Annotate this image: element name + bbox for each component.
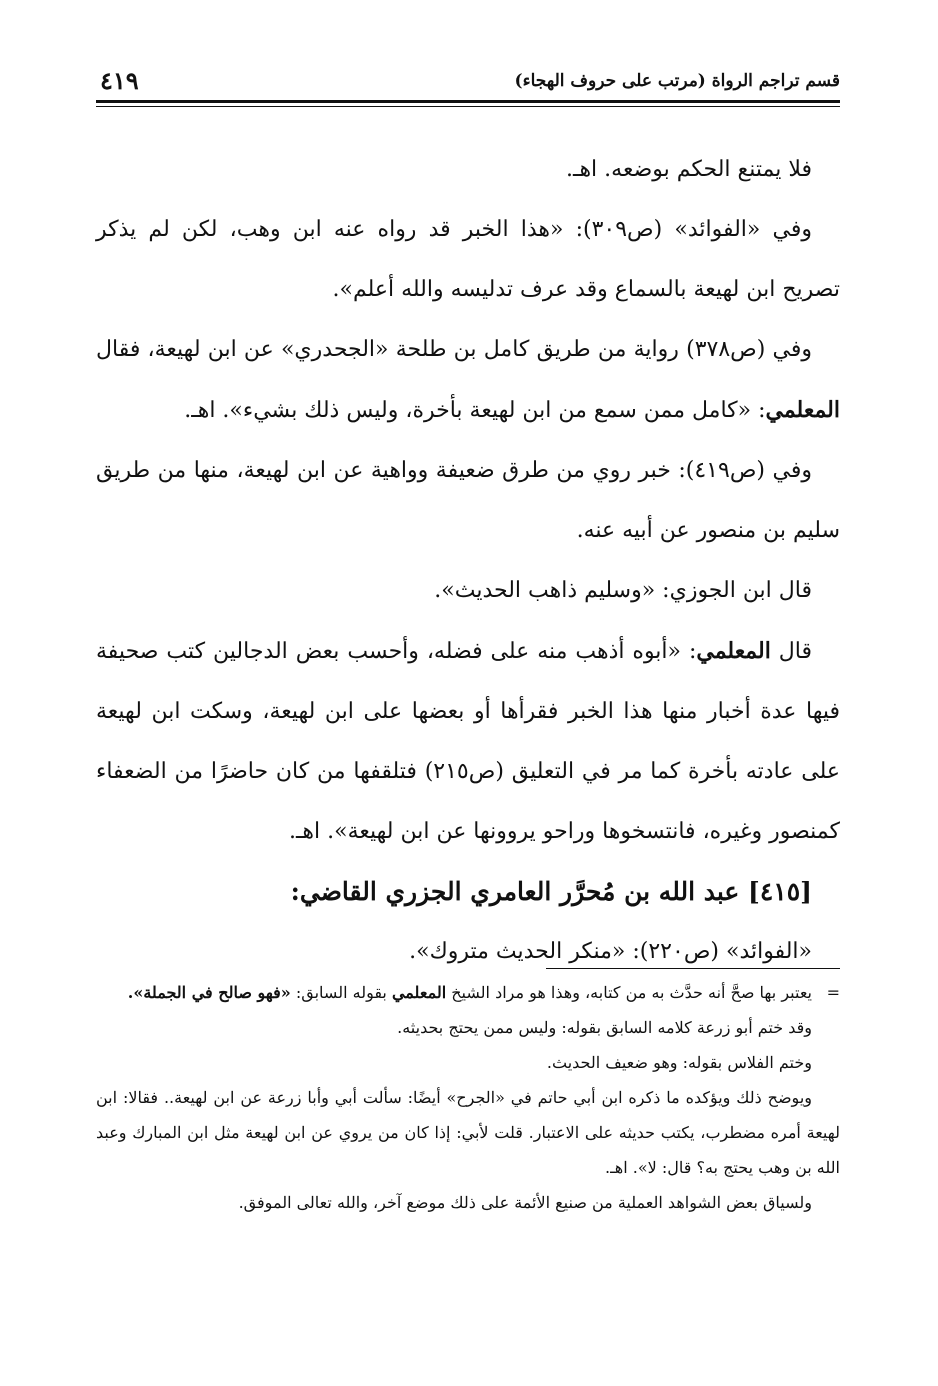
footnote-1 — [96, 975, 840, 1010]
header-title: قسم تراجم الرواة (مرتب على حروف الهجاء) — [514, 71, 840, 91]
paragraph-3 — [96, 320, 840, 441]
author-name-muallimi: المعلمي — [696, 638, 771, 664]
paragraph-6 — [96, 621, 840, 862]
paragraph-2: وفي «الفوائد» (ص٣٠٩): «هذا الخبر قد رواه عنه ابن وهب، لكن لم يذكر تصريح ابن لهيعة بالسماع وقد عرف تدليسه والله أعلم». — [96, 217, 840, 302]
header-rule-thick — [96, 100, 840, 103]
paragraph-5: قال ابن الجوزي: «وسليم ذاهب الحديث». — [434, 578, 812, 603]
continuation-marker: = — [826, 983, 840, 1002]
paragraph-4: وفي (ص٤١٩): خبر روي من طرق ضعيفة وواهية عن ابن لهيعة، منها من طريق سليم بن منصور عن أبيه عنه. — [96, 458, 840, 543]
footnote-1-quote: «فهو صالح في الجملة». — [127, 983, 291, 1002]
header-rule-thin — [96, 106, 840, 107]
footnote-3: وختم الفلاس بقوله: وهو ضعيف الحديث. — [546, 1053, 812, 1072]
author-name-muallimi: المعلمي — [391, 983, 447, 1002]
footnotes — [96, 968, 840, 1220]
footnote-1-pre: يعتبر بها صحَّ أنه حدَّث به من كتابه، وهذا هو مراد الشيخ — [446, 983, 812, 1002]
paragraph-3-post: : «كامل ممن سمع من ابن لهيعة بأخرة، وليس ذلك بشيء». اهـ. — [184, 398, 766, 423]
paragraph-6-pre: قال — [770, 639, 812, 664]
paragraph-6-post: : «أبوه أذهب منه على فضله، وأحسب بعض الدجالين كتب صحيفة فيها عدة أخبار منها هذا الخبر فقرأها أو بعضها على ابن لهيعة، وسكت ابن لهيعة على عادته بأخرة كما مر في التعليق (ص٢١٥) فتلقفها من كان حاضرًا من الضعفاء كمنصور وغيره، فانتسخوها وراحو يروونها عن ابن لهيعة». اهـ. — [96, 639, 840, 844]
paragraph-7: «الفوائد» (ص٢٢٠): «منكر الحديث متروك». — [409, 939, 812, 964]
footnote-5: ولسياق بعض الشواهد العملية من صنيع الأئمة على ذلك موضع آخر، والله تعالى الموفق. — [238, 1193, 812, 1212]
paragraph-1: فلا يمتنع الحكم بوضعه. اهـ. — [566, 157, 812, 182]
running-header — [96, 56, 840, 96]
footnote-separator — [546, 968, 840, 969]
footnote-4: ويوضح ذلك ويؤكده ما ذكره ابن أبي حاتم في «الجرح» أيضًا: سألت أبي وأبا زرعة عن ابن لهيعة.. فقالا: ابن لهيعة أمره مضطرب، يكتب حديثه على الاعتبار. قلت لأبي: إذا كان من يروي عن ابن لهيعة مثل ابن المبارك وعبد الله بن وهب يحتج به؟ قال: لا». اهـ. — [96, 1088, 841, 1177]
author-name-muallimi: المعلمي — [765, 397, 840, 423]
entry-heading: [٤١٥] عبد الله بن مُحرَّر العامري الجزري القاضي: — [290, 877, 812, 906]
main-text — [96, 140, 840, 982]
page-number: ٤١٩ — [100, 66, 139, 95]
footnote-1-mid: بقوله السابق: — [290, 983, 392, 1002]
book-page — [96, 0, 840, 1386]
footnote-2: وقد ختم أبو زرعة كلامه السابق بقوله: وليس ممن يحتج بحديثه. — [397, 1018, 812, 1037]
paragraph-3-pre: وفي (ص٣٧٨) رواية من طريق كامل بن طلحة «الجحدري» عن ابن لهيعة، فقال — [96, 337, 812, 362]
